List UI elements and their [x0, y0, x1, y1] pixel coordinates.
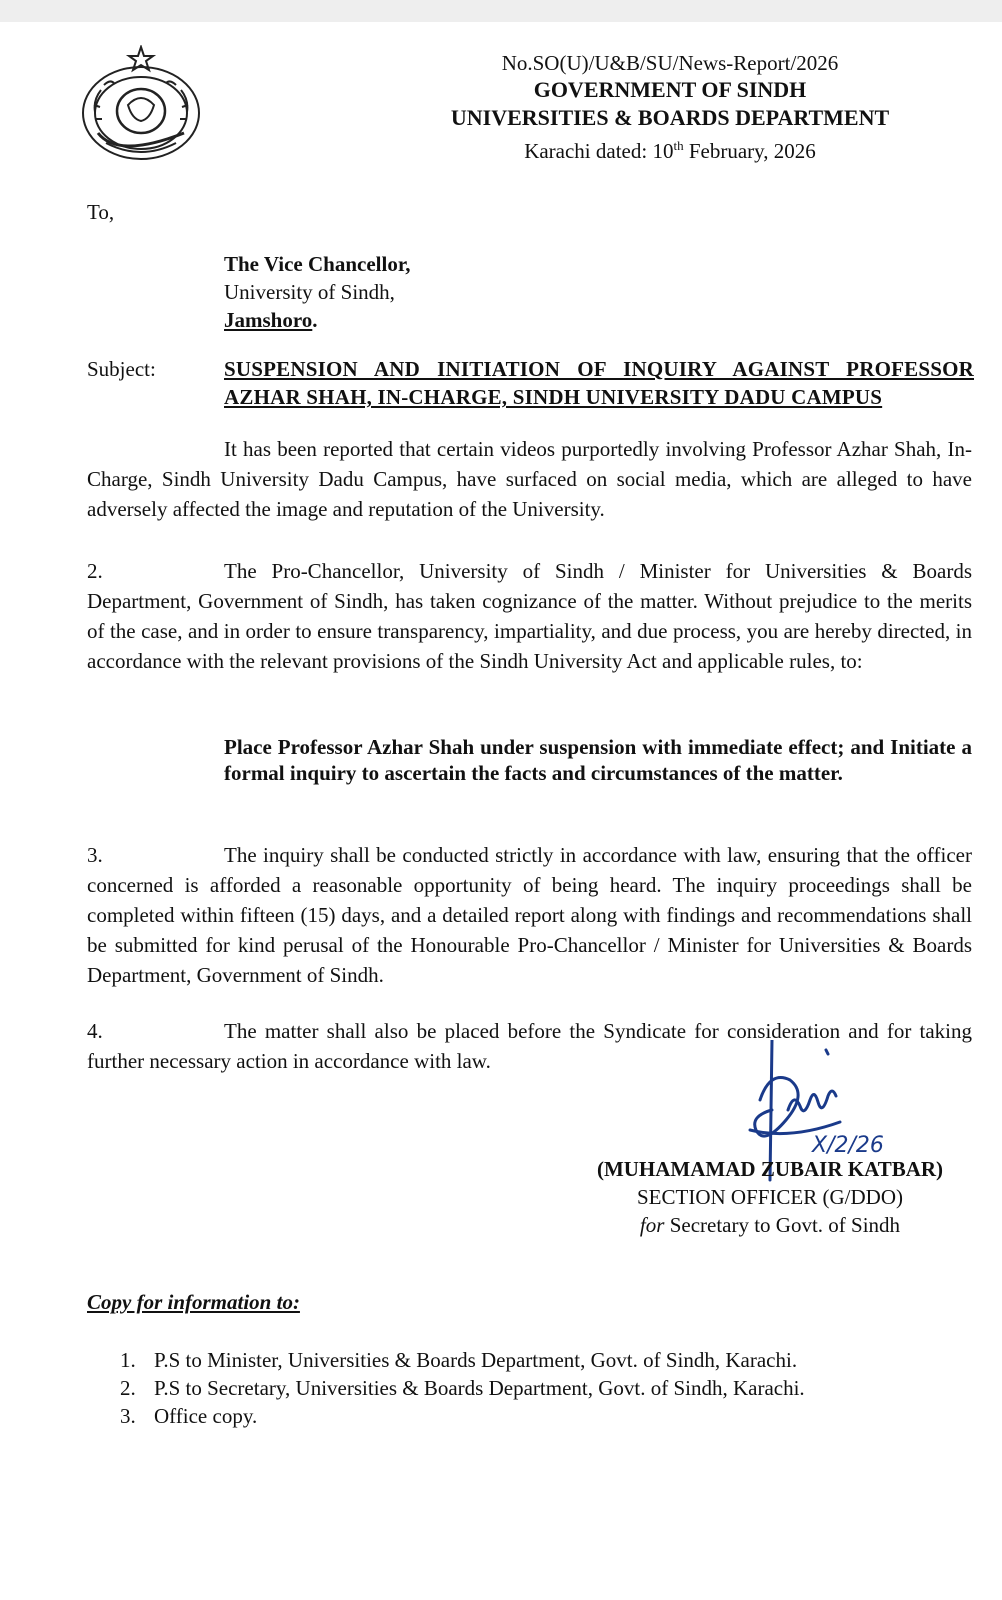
handwritten-date: X/2/26 — [812, 1133, 884, 1158]
signatory-designation: SECTION OFFICER (G/DDO) — [636, 1185, 903, 1209]
letter-date: Karachi dated: 10th February, 2026 — [524, 138, 816, 163]
copy-list — [120, 1346, 805, 1430]
addressee-block — [224, 250, 410, 334]
reference-number: No.SO(U)/U&B/SU/News-Report/2026 — [501, 51, 839, 75]
subject-label: Subject: — [87, 357, 156, 381]
paragraph-1: It has been reported that certain videos purportedly involving Professor Azhar Shah, In-Charge, Sindh University Dadu Campus, have surfaced on social media, which are alleged to have adversely affected the image and reputation of the University. — [87, 437, 972, 521]
signatory-name: (MUHAMAMAD ZUBAIR KATBAR) — [596, 1157, 944, 1181]
paragraph-2: 2. The Pro-Chancellor, University of Sindh / Minister for Universities & Boards Department, Government of Sindh, has taken cognizance of the matter. Without prejudice to the merits of the case, and in order to ensure transparency, impartiality, and due process, you are hereby directed, in accordance with the relevant provisions of the Sindh University Act and applicable rules, to: — [87, 556, 972, 676]
top-bar — [0, 0, 1002, 22]
directive-text: Place Professor Azhar Shah under suspension with immediate effect; and Initiate a formal inquiry to ascertain the facts and circumstances of the matter. — [224, 735, 972, 785]
subject-text — [224, 355, 974, 411]
copy-title: Copy for information to: — [87, 1290, 300, 1314]
paragraph-4-number: 4. — [87, 1019, 103, 1043]
addressee-university: University of Sindh, — [224, 280, 395, 304]
signature-block — [570, 1155, 970, 1239]
list-item: 1. P.S to Minister, Universities & Boards Department, Govt. of Sindh, Karachi. — [120, 1348, 798, 1372]
subject-line-2: AZHAR SHAH, IN-CHARGE, SINDH UNIVERSITY DADU CAMPUS — [224, 385, 883, 409]
paragraph-4: 4. The matter shall also be placed before the Syndicate for consideration and for taking further necessary action in accordance with law. — [87, 1016, 972, 1076]
paragraph-3-number: 3. — [87, 843, 103, 867]
addressee-title: The Vice Chancellor, — [224, 252, 411, 276]
paragraph-2-number: 2. — [87, 559, 103, 583]
sindh-government-emblem — [76, 45, 206, 167]
letter-header — [390, 50, 950, 165]
list-item: 2. P.S to Secretary, Universities & Boards Department, Govt. of Sindh, Karachi. — [120, 1376, 805, 1400]
subject-line-1: SUSPENSION AND INITIATION OF INQUIRY AGAINST PROFESSOR — [224, 357, 974, 381]
paragraph-3: 3. The inquiry shall be conducted strictly in accordance with law, ensuring that the officer concerned is afforded a reasonable opportunity of being heard. The inquiry proceedings shall be completed within fifteen (15) days, and a detailed report along with findings and recommendations shall be submitted for kind perusal of the Honourable Pro-Chancellor / Minister for Universities & Boards Department, Government of Sindh. — [87, 840, 972, 990]
department-title: UNIVERSITIES & BOARDS DEPARTMENT — [450, 105, 890, 130]
list-item: 3. Office copy. — [120, 1404, 258, 1428]
signatory-on-behalf: for Secretary to Govt. of Sindh — [639, 1213, 901, 1237]
government-title: GOVERNMENT OF SINDH — [533, 77, 807, 102]
addressee-city: Jamshoro. — [224, 308, 318, 332]
to-label: To, — [87, 200, 115, 224]
